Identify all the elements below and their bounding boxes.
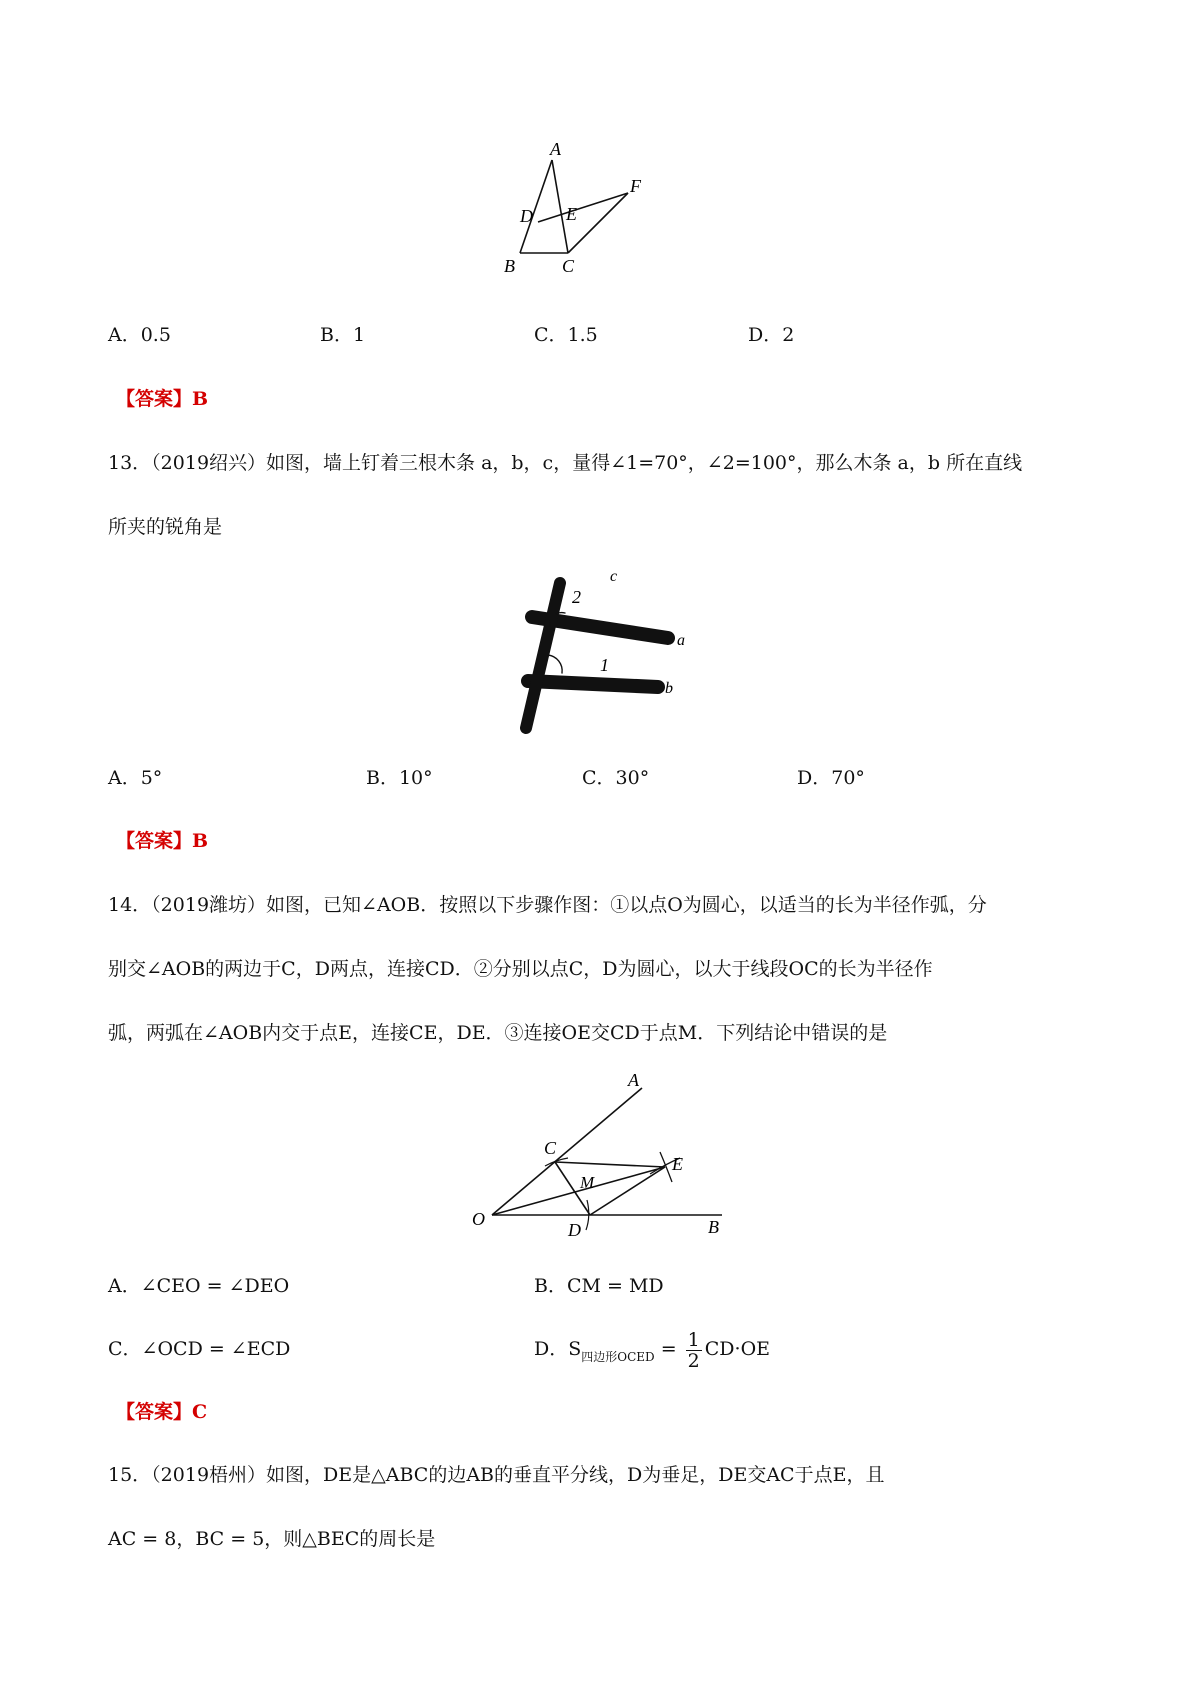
q14-answer (116, 1399, 207, 1425)
q13-option-b: B．10° (366, 767, 433, 789)
q15-line-2: AC = 8，BC = 5，则△BEC的周长是 (108, 1528, 436, 1550)
q12-label-b: B (504, 256, 515, 276)
answer-label: 【答案】 (116, 830, 193, 852)
option-d-fraction (686, 1330, 702, 1371)
q12-label-c: C (562, 256, 575, 276)
fraction-denominator: 2 (687, 1349, 700, 1372)
q12-label-f: F (630, 176, 641, 196)
q14-label-o: O (472, 1209, 485, 1229)
answer-value: C (192, 1401, 208, 1423)
q14-option-c: C．∠OCD = ∠ECD (108, 1338, 291, 1360)
fraction-numerator: 1 (687, 1328, 700, 1351)
q14-label-b: B (708, 1217, 719, 1237)
answer-value: B (192, 388, 209, 410)
q14-option-a: A．∠CEO = ∠DEO (108, 1275, 290, 1297)
q13-option-d: D．70° (797, 767, 865, 789)
answer-value: B (192, 830, 209, 852)
q14-option-d (534, 1320, 770, 1386)
q12-option-c: C．1.5 (534, 324, 598, 346)
q14-option-b: B．CM = MD (534, 1275, 664, 1297)
q13-label-2: 2 (572, 587, 581, 607)
q13-figure (510, 565, 700, 735)
option-d-tail: CD·OE (704, 1338, 771, 1360)
q13-line-2: 所夹的锐角是 (108, 516, 223, 538)
q12-option-d: D．2 (748, 324, 795, 346)
option-d-subscript: 四边形OCED (581, 1350, 655, 1364)
q14-label-m: M (580, 1173, 595, 1192)
q12-option-a: A．0.5 (108, 324, 171, 346)
q14-label-e: E (672, 1154, 683, 1174)
answer-label: 【答案】 (116, 388, 193, 410)
q13-line-1: 13．（2019绍兴）如图，墙上钉着三根木条 a，b，c，量得∠1=70°，∠2=100°，那么木条 a，b 所在直线 (108, 452, 1023, 474)
q14-line-2: 别交∠AOB的两边于C，D两点，连接CD．②分别以点C，D为圆心，以大于线段OC的长为半径作 (108, 958, 933, 980)
q14-label-d: D (568, 1220, 581, 1240)
q14-figure (470, 1070, 740, 1240)
option-d-prefix: D．S (534, 1338, 582, 1360)
q13-answer (116, 828, 208, 854)
q13-option-c: C．30° (582, 767, 650, 789)
q12-option-b: B．1 (320, 324, 366, 346)
q14-label-a: A (628, 1070, 639, 1090)
q12-label-d: D (520, 206, 533, 226)
q12-label-a: A (550, 139, 561, 159)
q15-line-1: 15．（2019梧州）如图，DE是△ABC的边AB的垂直平分线，D为垂足，DE交AC于点E，且 (108, 1464, 885, 1486)
q13-label-1: 1 (600, 655, 609, 675)
q12-answer (116, 386, 208, 412)
option-d-equals: = (660, 1338, 677, 1360)
q14-label-c: C (544, 1138, 557, 1158)
q12-label-e: E (566, 204, 577, 224)
answer-label: 【答案】 (116, 1401, 193, 1423)
q13-label-c: c (610, 568, 618, 585)
q13-label-b: b (665, 680, 673, 697)
q13-option-a: A．5° (108, 767, 163, 789)
q14-line-3: 弧，两弧在∠AOB内交于点E，连接CE，DE．③连接OE交CD于点M．下列结论中错误的是 (108, 1022, 888, 1044)
q14-line-1: 14．（2019潍坊）如图，已知∠AOB．按照以下步骤作图：①以点O为圆心，以适当的长为半径作弧，分 (108, 894, 987, 916)
q12-figure (500, 139, 700, 280)
q13-label-a: a (677, 632, 685, 649)
